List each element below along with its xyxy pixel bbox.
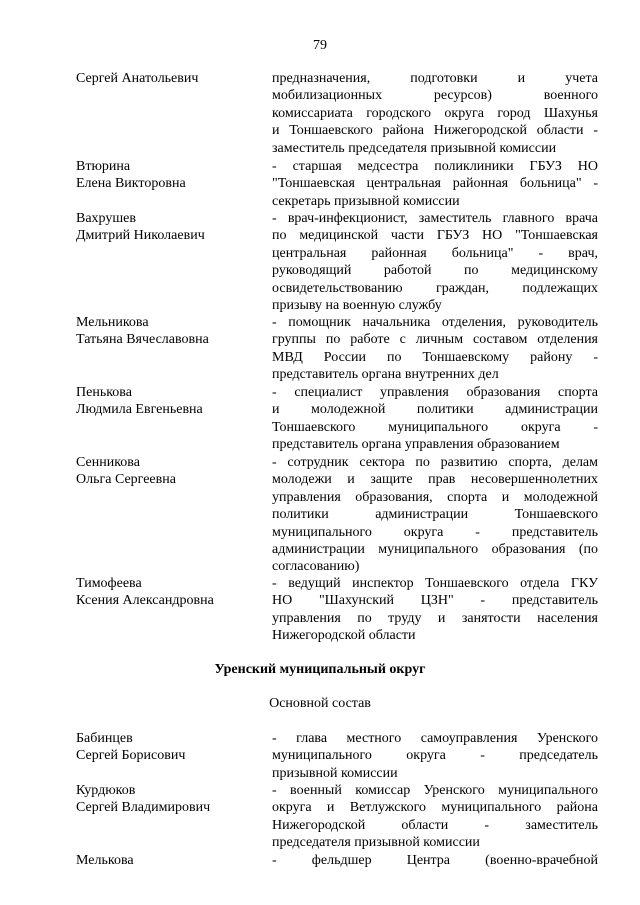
page-number: 79 (313, 38, 327, 53)
subsection-title: Основной состав (269, 696, 371, 711)
member-name-line: Мелькова (76, 853, 134, 868)
member-name (76, 730, 266, 765)
member-role (272, 575, 598, 645)
member-name-line: Дмитрий Николаевич (76, 228, 205, 244)
member-role-line: - фельдшер Центра (военно-врачебной (272, 853, 598, 868)
member-role-line: - военный комиссар Уренского муниципального (272, 783, 598, 798)
member-role-line: округа и Ветлужского муниципального района (272, 800, 598, 816)
member-role-line: - глава местного самоуправления Уренского (272, 731, 598, 746)
member-role-line: Нижегородской области - заместитель (272, 817, 598, 833)
member-role-line: управления по труду и занятости населения (272, 610, 598, 626)
member-role-line: - ведущий инспектор Тоншаевского отдела ГКУ (272, 576, 598, 591)
member-name (76, 314, 266, 349)
member-role-line: представитель органа управления образованием (272, 437, 560, 453)
member-role (272, 782, 598, 852)
member-name-line: Тимофеева (76, 576, 142, 591)
member-role-line: - специалист управления образования спорта (272, 385, 598, 400)
member-role-line: призыву на военную службу (272, 298, 442, 314)
member-name (76, 852, 266, 869)
member-role (272, 70, 598, 157)
member-name-line: Вахрушев (76, 211, 136, 226)
member-role-line: - помощник начальника отделения, руководитель (272, 315, 598, 330)
member-role-line: призывной комиссии (272, 765, 398, 781)
member-name-line: Сергей Анатольевич (76, 71, 199, 86)
member-role (272, 454, 598, 576)
member-role-line: председателя призывной комиссии (272, 835, 480, 851)
member-name-line: Людмила Евгеньевна (76, 402, 203, 418)
member-name-line: Курдюков (76, 783, 136, 798)
member-role-line: администрации муниципального образования (по (272, 542, 598, 558)
member-role-line: политики администрации Тоншаевского (272, 507, 598, 523)
member-role-line: представитель органа внутренних дел (272, 367, 499, 383)
member-name (76, 782, 266, 817)
member-role-line: руководящий работой по медицинскому (272, 263, 598, 279)
member-role (272, 210, 598, 314)
member-role-line: согласованию) (272, 559, 360, 575)
member-name (76, 384, 266, 419)
member-role-line: предназначения, подготовки и учета (272, 71, 598, 86)
member-name (76, 575, 266, 610)
member-name-line: Сергей Борисович (76, 748, 186, 764)
member-role (272, 384, 598, 454)
member-role-line: - врач-инфекционист, заместитель главного врача (272, 211, 598, 226)
member-role-line: - сотрудник сектора по развитию спорта, делам (272, 455, 598, 470)
member-name-line: Втюрина (76, 159, 131, 174)
section-title: Уренский муниципальный округ (214, 662, 426, 677)
member-role-line: НО "Шахунский ЦЗН" - представитель (272, 593, 598, 609)
member-role-line: освидетельствованию граждан, подлежащих (272, 280, 598, 296)
member-role-line: "Тоншаевская центральная районная больница" - (272, 176, 598, 192)
member-name (76, 158, 266, 193)
member-role-line: мобилизационных ресурсов) военного (272, 88, 598, 104)
member-name (76, 210, 266, 245)
member-role-line: - старшая медсестра поликлиники ГБУЗ НО (272, 159, 598, 174)
member-role (272, 852, 598, 869)
member-role-line: комиссариата городского округа город Шахунья (272, 105, 598, 121)
member-role-line: группы по работе с личным составом отделения (272, 332, 598, 348)
member-role-line: Нижегородской области (272, 628, 416, 644)
member-role-line: по медицинской части ГБУЗ НО "Тоншаевская (272, 228, 598, 244)
member-name-line: Сенникова (76, 455, 140, 470)
member-role (272, 314, 598, 384)
member-role-line: и молодежной политики администрации (272, 402, 598, 418)
member-name-line: Ольга Сергеевна (76, 472, 176, 488)
member-role (272, 158, 598, 210)
member-role-line: муниципального округа - председатель (272, 748, 598, 764)
member-role-line: центральная районная больница" - врач, (272, 245, 598, 261)
member-role-line: Тоншаевского муниципального округа - (272, 419, 598, 435)
member-name-line: Сергей Владимирович (76, 800, 211, 816)
member-role-line: заместитель председателя призывной комиссии (272, 140, 557, 156)
member-role-line: и Тоншаевского района Нижегородской области - (272, 123, 598, 139)
member-name (76, 70, 266, 87)
member-role (272, 730, 598, 782)
member-name-line: Бабинцев (76, 731, 133, 746)
member-name-line: Мельникова (76, 315, 149, 330)
member-name (76, 454, 266, 489)
member-name-line: Елена Викторовна (76, 176, 186, 192)
member-role-line: секретарь призывной комиссии (272, 193, 460, 209)
member-name-line: Ксения Александровна (76, 593, 214, 609)
member-role-line: МВД России по Тоншаевскому району - (272, 349, 598, 365)
member-role-line: молодежи и защите прав несовершеннолетних (272, 472, 598, 488)
member-role-line: управления образования, спорта и молодежной (272, 489, 598, 505)
member-name-line: Татьяна Вячеславовна (76, 332, 209, 348)
member-role-line: муниципального округа - представитель (272, 524, 598, 540)
member-name-line: Пенькова (76, 385, 132, 400)
